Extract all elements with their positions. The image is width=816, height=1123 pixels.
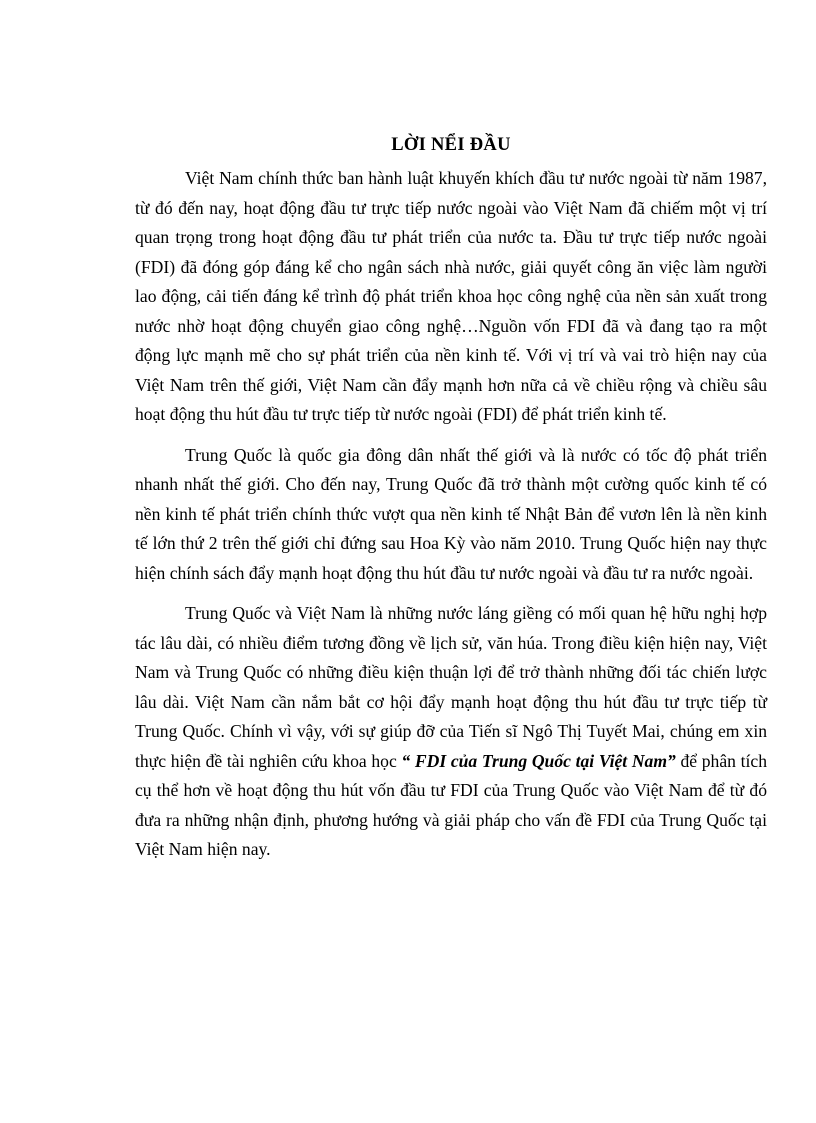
paragraph-3 <box>135 599 767 865</box>
document-title: LỜI NỂI ĐẦU <box>391 135 511 155</box>
paragraph-2: Trung Quốc là quốc gia đông dân nhất thế giới và là nước có tốc độ phát triển nhanh nhất thế giới. Cho đến nay, Trung Quốc đã trở thành một cường quốc kinh tế có nền kinh tế phát triển chính thức vượt qua nền kinh tế Nhật Bản để vươn lên là nền kinh tế lớn thứ 2 trên thế giới chỉ đứng sau Hoa Kỳ vào năm 2010. Trung Quốc hiện nay thực hiện chính sách đẩy mạnh hoạt động thu hút đầu tư nước ngoài và đầu tư ra nước ngoài. <box>135 444 767 583</box>
research-topic-title: “ FDI của Trung Quốc tại Việt Nam” <box>401 750 676 771</box>
paragraph-spacer <box>135 430 767 441</box>
paragraph-spacer <box>135 588 767 599</box>
paragraph-1: Việt Nam chính thức ban hành luật khuyến khích đầu tư nước ngoài từ năm 1987, từ đó đến nay, hoạt động đầu tư trực tiếp nước ngoài vào Việt Nam đã chiếm một vị trí quan trọng trong hoạt động đầu tư phát triển của nước ta. Đầu tư trực tiếp nước ngoài (FDI) đã đóng góp đáng kể cho ngân sách nhà nước, giải quyết công ăn việc làm người lao động, cải tiến đáng kể trình độ phát triển khoa học công nghệ của nền sản xuất trong nước nhờ hoạt động chuyển giao công nghệ…Nguồn vốn FDI đã và đang tạo ra một động lực mạnh mẽ cho sự phát triển của nền kinh tế. Với vị trí và vai trò hiện nay của Việt Nam trên thế giới, Việt Nam cần đẩy mạnh hơn nữa cả về chiều rộng và chiều sâu hoạt động thu hút đầu tư trực tiếp từ nước ngoài (FDI) để phát triển kinh tế. <box>135 168 767 424</box>
paragraph-3-text-start: Trung Quốc và Việt Nam là những nước láng giềng có mối quan hệ hữu nghị hợp tác lâu dài, có nhiều điểm tương đồng về lịch sử, văn húa. Trong điều kiện hiện nay, Việt Nam và Trung Quốc có những điều kiện thuận lợi để trở thành những đối tác chiến lược lâu dài. Việt Nam cần nắm bắt cơ hội đẩy mạnh hoạt động thu hút đầu tư trực tiếp từ Trung Quốc. Chính vì vậy, với sự giúp đỡ của Tiến sĩ Ngô Thị Tuyết Mai, chúng em xin thực hiện đề tài nghiên cứu khoa học <box>135 603 767 771</box>
document-body <box>135 132 767 865</box>
paragraph-3-text-end: để phân tích cụ thể hơn về hoạt động thu hút vốn đầu tư FDI của Trung Quốc vào Việt Nam để từ đó đưa ra những nhận định, phương hướng và giải pháp cho vấn đề FDI của Trung Quốc tại Việt Nam hiện nay. <box>135 750 767 859</box>
